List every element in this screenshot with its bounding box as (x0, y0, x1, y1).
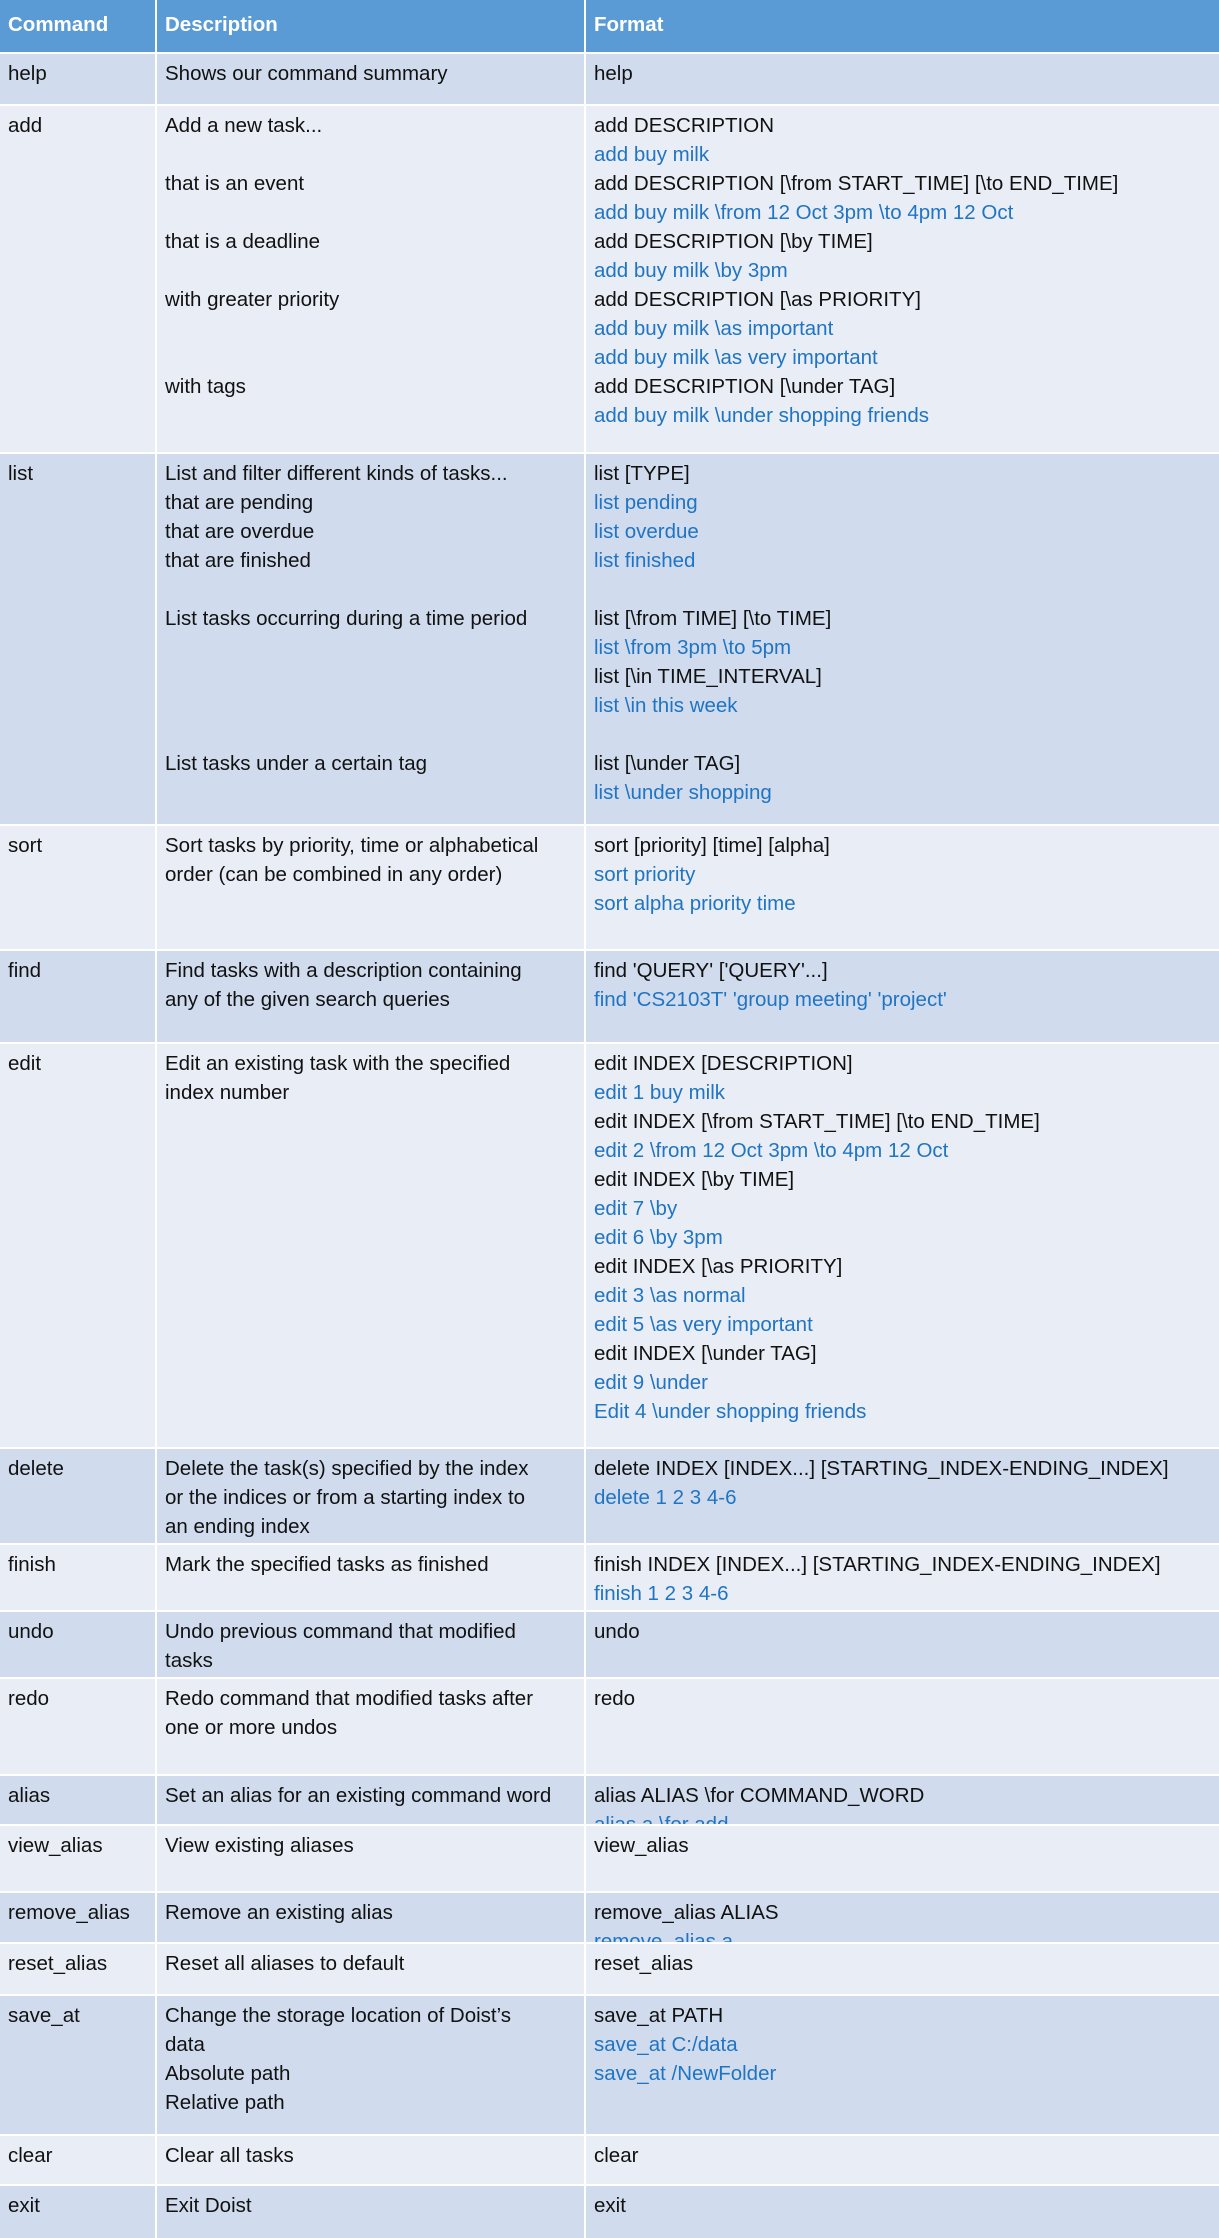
description-line: List and filter different kinds of tasks... (165, 462, 508, 485)
format-example: Edit 4 \under shopping friends (594, 1400, 867, 1423)
command-cell (0, 824, 155, 949)
table-row (0, 1610, 1219, 1677)
format-syntax: sort [priority] [time] [alpha] (594, 834, 830, 857)
description-cell (157, 1891, 584, 1942)
description-line: that are pending (165, 491, 314, 514)
format-syntax: redo (594, 1687, 636, 1710)
table-row (0, 1543, 1219, 1610)
format-syntax: edit INDEX [\from START_TIME] [\to END_TIME] (594, 1110, 1040, 1133)
table-row (0, 2184, 1219, 2238)
description-line: Undo previous command that modified (165, 1620, 516, 1643)
command-name: clear (8, 2144, 53, 2167)
command-cell (0, 452, 155, 824)
format-syntax: list [\from TIME] [\to TIME] (594, 607, 832, 630)
command-name: remove_alias (8, 1901, 130, 1924)
description-cell (157, 104, 584, 452)
description-line: data (165, 2033, 205, 2056)
description-line (165, 343, 576, 372)
format-syntax: finish INDEX [INDEX...] [STARTING_INDEX-ENDING_INDEX] (594, 1553, 1161, 1576)
description-line: Reset all aliases to default (165, 1952, 405, 1975)
description-line: Add a new task... (165, 114, 323, 137)
command-cell (0, 1774, 155, 1824)
format-example: list \in this week (594, 694, 738, 717)
description-line: order (can be combined in any order) (165, 863, 503, 886)
description-line: that is an event (165, 172, 305, 195)
table-row (0, 1824, 1219, 1891)
description-line (165, 691, 576, 720)
format-syntax: reset_alias (594, 1952, 694, 1975)
description-line: Remove an existing alias (165, 1901, 393, 1924)
command-cell (0, 1610, 155, 1677)
table-row (0, 452, 1219, 824)
command-name: alias (8, 1784, 51, 1807)
command-name: view_alias (8, 1834, 103, 1857)
table-row (0, 104, 1219, 452)
header-description: Description (165, 13, 278, 36)
format-syntax: edit INDEX [\by TIME] (594, 1168, 795, 1191)
description-line: with greater priority (165, 288, 340, 311)
description-line: Change the storage location of Doist’s (165, 2004, 512, 2027)
format-syntax: find 'QUERY' ['QUERY'...] (594, 959, 828, 982)
table-header-row (0, 0, 1219, 52)
format-cell (586, 52, 1219, 104)
description-line: Find tasks with a description containing (165, 959, 522, 982)
format-cell (586, 104, 1219, 452)
format-example: edit 5 \as very important (594, 1313, 813, 1336)
description-cell (157, 1543, 584, 1610)
table-row (0, 1447, 1219, 1543)
description-cell (157, 2134, 584, 2184)
format-syntax: add DESCRIPTION [\as PRIORITY] (594, 288, 921, 311)
format-syntax: view_alias (594, 1834, 689, 1857)
format-example: sort alpha priority time (594, 892, 796, 915)
command-name: sort (8, 834, 43, 857)
format-cell (586, 1891, 1219, 1942)
format-example: add buy milk \under shopping friends (594, 404, 930, 427)
format-example: finish 1 2 3 4-6 (594, 1582, 729, 1605)
description-line (165, 662, 576, 691)
command-name: exit (8, 2194, 40, 2217)
format-cell (586, 1610, 1219, 1677)
description-line: View existing aliases (165, 1834, 354, 1857)
command-name: delete (8, 1457, 64, 1480)
description-line: index number (165, 1081, 290, 1104)
description-cell (157, 824, 584, 949)
format-example: edit 3 \as normal (594, 1284, 746, 1307)
format-example: edit 1 buy milk (594, 1081, 726, 1104)
command-cell (0, 2184, 155, 2238)
description-cell (157, 1824, 584, 1891)
table-row (0, 1774, 1219, 1824)
format-cell (586, 1543, 1219, 1610)
format-syntax: add DESCRIPTION [\from START_TIME] [\to END_TIME] (594, 172, 1119, 195)
description-line: that is a deadline (165, 230, 321, 253)
format-example: add buy milk \as very important (594, 346, 878, 369)
command-name: list (8, 462, 34, 485)
table-row (0, 52, 1219, 104)
command-cell (0, 1543, 155, 1610)
command-name: add (8, 114, 43, 137)
format-syntax: undo (594, 1620, 640, 1643)
format-example: add buy milk \from 12 Oct 3pm \to 4pm 12 Oct (594, 201, 1014, 224)
description-line: Exit Doist (165, 2194, 252, 2217)
description-line: Clear all tasks (165, 2144, 294, 2167)
format-cell (586, 1447, 1219, 1543)
table-row (0, 1677, 1219, 1774)
format-cell (586, 1042, 1219, 1447)
description-cell (157, 1042, 584, 1447)
format-example: find 'CS2103T' 'group meeting' 'project' (594, 988, 947, 1011)
description-line: Relative path (165, 2091, 285, 2114)
command-cell (0, 52, 155, 104)
format-syntax: add DESCRIPTION (594, 114, 774, 137)
format-cell (586, 1677, 1219, 1774)
table-row (0, 1994, 1219, 2134)
command-cell (0, 1824, 155, 1891)
format-syntax: list [\under TAG] (594, 752, 741, 775)
format-syntax: exit (594, 2194, 626, 2217)
table-row (0, 1042, 1219, 1447)
format-cell (586, 1994, 1219, 2134)
description-line: or the indices or from a starting index to (165, 1486, 526, 1509)
description-line: Absolute path (165, 2062, 291, 2085)
description-cell (157, 2184, 584, 2238)
format-example: list finished (594, 549, 696, 572)
format-example: save_at /NewFolder (594, 2062, 777, 2085)
format-example: edit 6 \by 3pm (594, 1226, 723, 1249)
description-line: an ending index (165, 1515, 310, 1538)
description-cell (157, 1994, 584, 2134)
format-syntax: list [\in TIME_INTERVAL] (594, 665, 822, 688)
description-cell (157, 52, 584, 104)
command-cell (0, 1447, 155, 1543)
format-example: add buy milk \as important (594, 317, 834, 340)
format-syntax: edit INDEX [DESCRIPTION] (594, 1052, 853, 1075)
description-line: Shows our command summary (165, 62, 448, 85)
format-example: add buy milk \by 3pm (594, 259, 788, 282)
description-cell (157, 1610, 584, 1677)
description-line: List tasks occurring during a time period (165, 607, 528, 630)
description-line: that are finished (165, 549, 311, 572)
table-row (0, 2134, 1219, 2184)
description-line: Set an alias for an existing command word (165, 1784, 552, 1807)
format-syntax: edit INDEX [\under TAG] (594, 1342, 817, 1365)
description-cell (157, 1447, 584, 1543)
description-line: List tasks under a certain tag (165, 752, 428, 775)
format-example: list overdue (594, 520, 699, 543)
command-cell (0, 104, 155, 452)
format-syntax (594, 720, 1211, 749)
description-line: any of the given search queries (165, 988, 450, 1011)
format-syntax: add DESCRIPTION [\under TAG] (594, 375, 896, 398)
command-cell (0, 1994, 155, 2134)
command-cell (0, 1891, 155, 1942)
format-cell (586, 824, 1219, 949)
description-line (165, 314, 576, 343)
format-example: edit 9 \under (594, 1371, 708, 1394)
format-example: edit 7 \by (594, 1197, 678, 1220)
format-syntax: add DESCRIPTION [\by TIME] (594, 230, 873, 253)
format-cell (586, 1774, 1219, 1824)
description-line (165, 720, 576, 749)
format-syntax: delete INDEX [INDEX...] [STARTING_INDEX-ENDING_INDEX] (594, 1457, 1169, 1480)
description-cell (157, 452, 584, 824)
format-example: add buy milk (594, 143, 710, 166)
description-line: one or more undos (165, 1716, 338, 1739)
description-line (165, 575, 576, 604)
format-cell (586, 452, 1219, 824)
format-example: edit 2 \from 12 Oct 3pm \to 4pm 12 Oct (594, 1139, 949, 1162)
description-line (165, 633, 576, 662)
format-example: list pending (594, 491, 698, 514)
description-line: Sort tasks by priority, time or alphabetical (165, 834, 539, 857)
format-cell (586, 1824, 1219, 1891)
command-name: redo (8, 1687, 50, 1710)
header-command: Command (8, 13, 109, 36)
command-name: help (8, 62, 47, 85)
command-cell (0, 2134, 155, 2184)
description-line: Edit an existing task with the specified (165, 1052, 511, 1075)
description-line: tasks (165, 1649, 213, 1672)
description-line: that are overdue (165, 520, 315, 543)
command-cell (0, 1677, 155, 1774)
description-line: with tags (165, 375, 246, 398)
command-cell (0, 949, 155, 1042)
command-cell (0, 1042, 155, 1447)
command-name: save_at (8, 2004, 80, 2027)
header-format: Format (594, 13, 664, 36)
format-example: sort priority (594, 863, 696, 886)
table-row (0, 949, 1219, 1042)
description-cell (157, 949, 584, 1042)
command-name: edit (8, 1052, 42, 1075)
command-name: finish (8, 1553, 56, 1576)
format-syntax: save_at PATH (594, 2004, 724, 2027)
format-syntax: list [TYPE] (594, 462, 690, 485)
description-line: Redo command that modified tasks after (165, 1687, 534, 1710)
table-row (0, 1891, 1219, 1942)
format-syntax: alias ALIAS \for COMMAND_WORD (594, 1784, 925, 1807)
table-row (0, 824, 1219, 949)
format-example: list \from 3pm \to 5pm (594, 636, 792, 659)
description-line: Mark the specified tasks as finished (165, 1553, 489, 1576)
format-syntax: clear (594, 2144, 639, 2167)
description-line: Delete the task(s) specified by the index (165, 1457, 529, 1480)
description-line (165, 256, 576, 285)
format-syntax: help (594, 62, 633, 85)
format-example: delete 1 2 3 4-6 (594, 1486, 737, 1509)
format-cell (586, 949, 1219, 1042)
format-example: list \under shopping (594, 781, 772, 804)
format-cell (586, 2134, 1219, 2184)
description-line (165, 140, 576, 169)
command-name: find (8, 959, 42, 982)
command-name: reset_alias (8, 1952, 108, 1975)
description-line (165, 198, 576, 227)
format-cell (586, 2184, 1219, 2238)
format-syntax: remove_alias ALIAS (594, 1901, 779, 1924)
description-cell (157, 1677, 584, 1774)
command-name: undo (8, 1620, 54, 1643)
format-syntax (594, 575, 1211, 604)
format-syntax: edit INDEX [\as PRIORITY] (594, 1255, 843, 1278)
description-cell (157, 1774, 584, 1824)
format-example: save_at C:/data (594, 2033, 738, 2056)
